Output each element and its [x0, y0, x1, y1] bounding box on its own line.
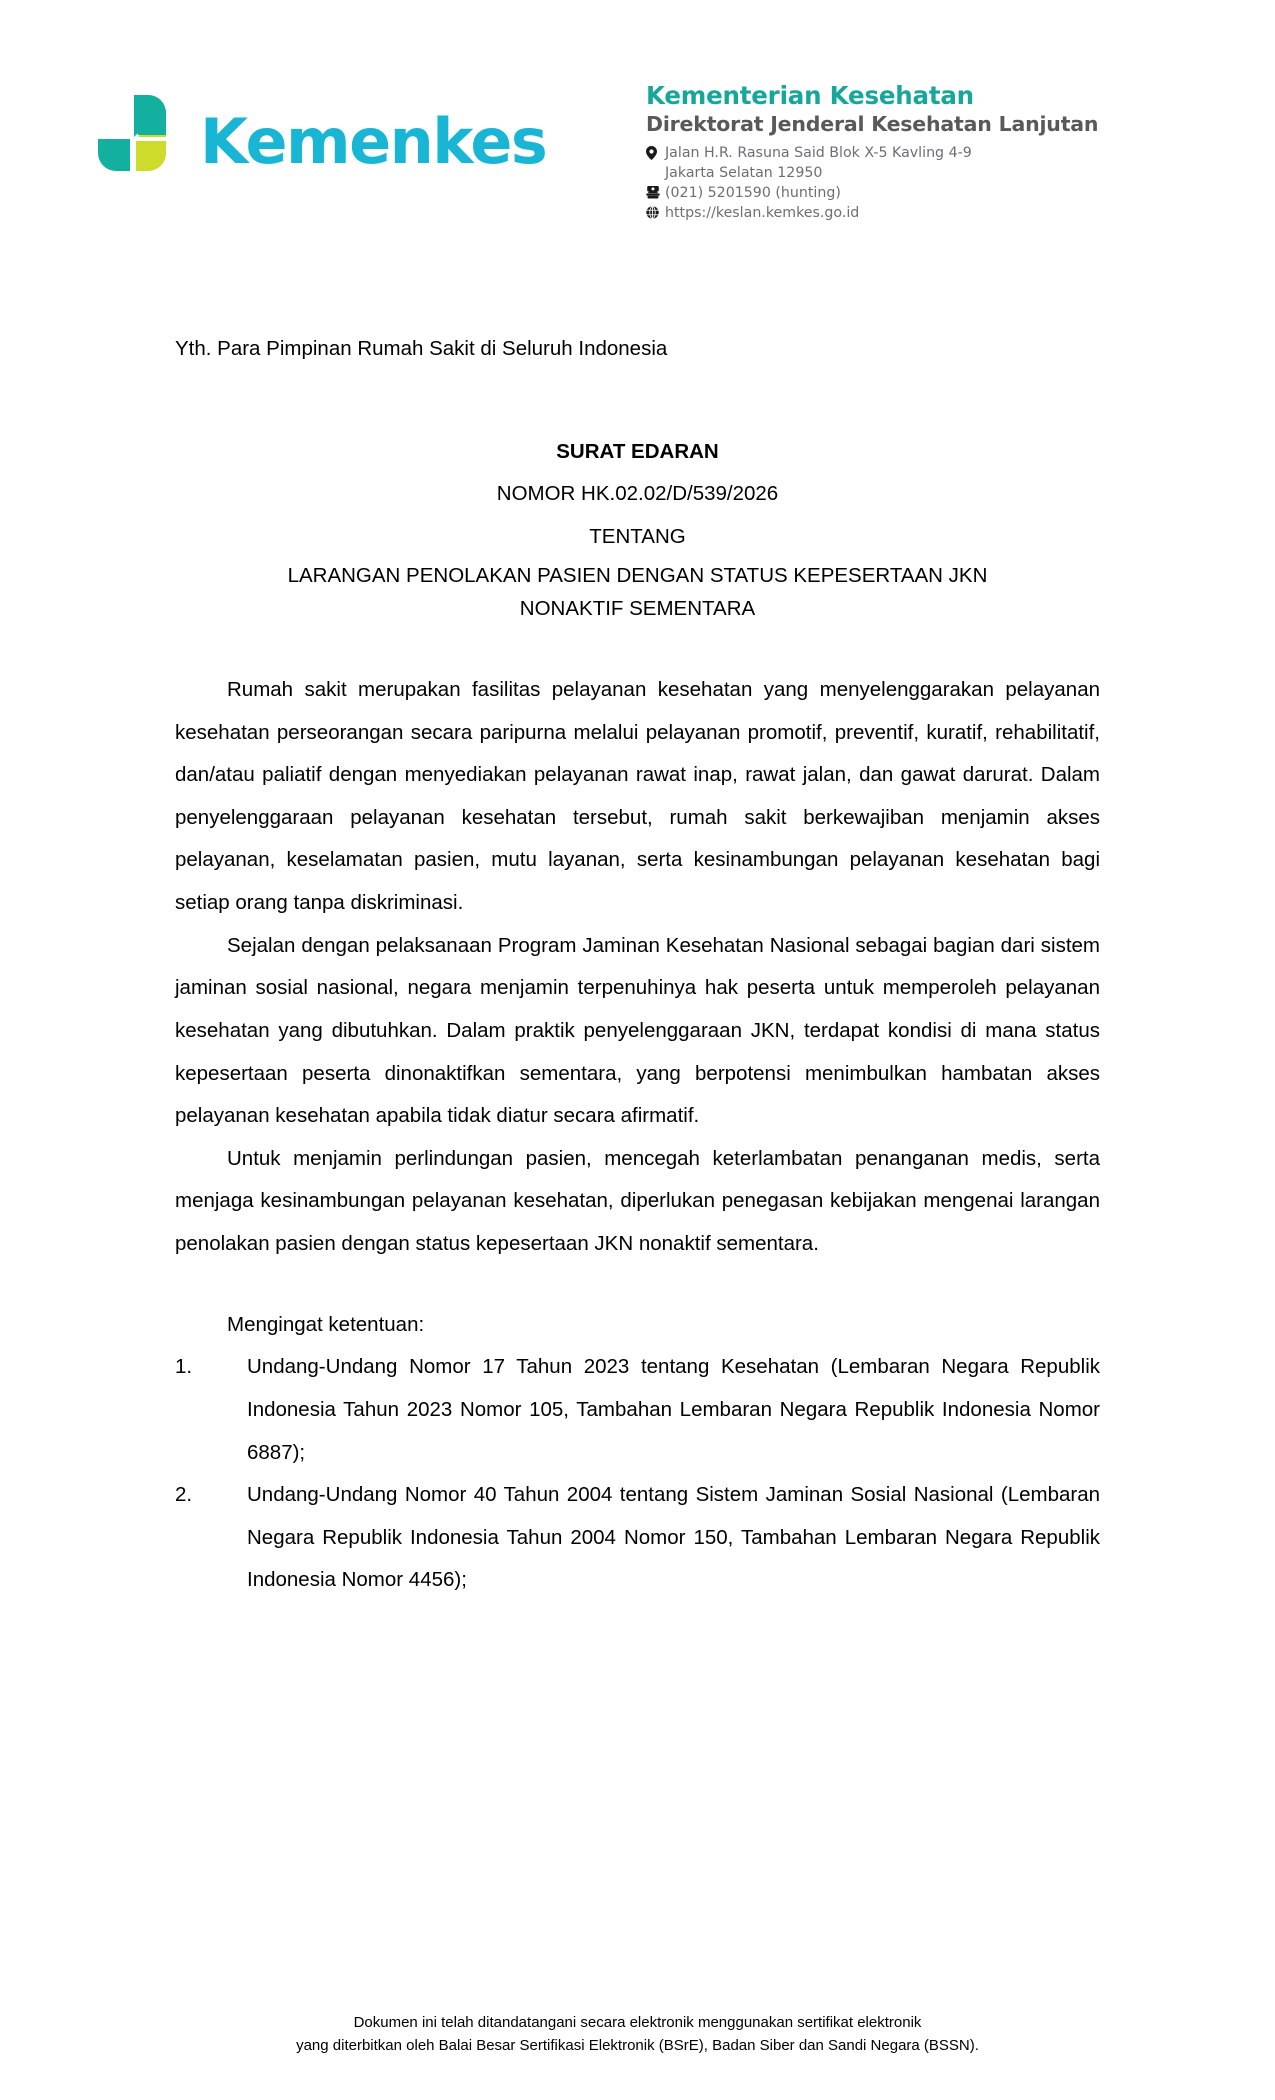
considerations-label: Mengingat ketentuan: — [227, 1312, 425, 1336]
organization-block — [646, 82, 1206, 223]
address-city-line: Jakarta Selatan 12950 — [665, 164, 823, 181]
list-item — [175, 1474, 1100, 1602]
kemenkes-clover-logo-icon — [78, 87, 182, 191]
contact-list — [646, 143, 1206, 224]
letterhead — [0, 0, 1275, 250]
list-item-text: Undang-Undang Nomor 17 Tahun 2023 tentang Kesehatan (Lembaran Negara Republik Indonesia Tahun 2023 Nomor 105, Tambahan Lembaran Negara Republik Indonesia Nomor 6887); — [247, 1355, 1100, 1464]
paragraph-2: Sejalan dengan pelaksanaan Program Jaminan Kesehatan Nasional sebagai bagian dari sistem jaminan sosial nasional, negara menjamin terpenuhinya hak peserta untuk memperoleh pelayanan kesehatan yang dibutuhkan. Dalam praktik penyelenggaraan JKN, terdapat kondisi di mana status kepesertaan peserta dinonaktifkan sementara, yang berpotensi menimbulkan hambatan akses pelayanan kesehatan apabila tidak diatur secara afirmatif. — [175, 933, 1100, 1128]
section-spacer — [175, 1266, 1100, 1304]
website-url: https://keslan.kemkes.go.id — [665, 204, 860, 221]
paragraph-3: Untuk menjamin perlindungan pasien, mencegah keterlambatan penanganan medis, serta menjaga kesinambungan pelayanan kesehatan, diperlukan penegasan kebijakan mengenai larangan penolakan pasien dengan status kepesertaan JKN nonaktif sementara. — [175, 1146, 1100, 1256]
address-line: Jalan H.R. Rasuna Said Blok X-5 Kavling 4-9 — [665, 144, 972, 161]
list-item — [175, 1346, 1100, 1474]
contact-website — [646, 203, 1206, 223]
electronic-signature-footer — [0, 2012, 1275, 2058]
addressee-line: Yth. Para Pimpinan Rumah Sakit di Seluruh Indonesia — [175, 337, 668, 360]
footer-line-1: Dokumen ini telah ditandatangani secara elektronik menggunakan sertifikat elektronik — [353, 2014, 922, 2032]
document-type-heading: SURAT EDARAN — [556, 439, 719, 463]
document-body — [175, 335, 1100, 1602]
paragraph-1: Rumah sakit merupakan fasilitas pelayanan kesehatan yang menyelenggarakan pelayanan kesehatan perseorangan secara paripurna melalui pelayanan promotif, preventif, kuratif, rehabilitatif, dan/atau paliatif dengan menyediakan pelayanan rawat inap, rawat jalan, dan gawat darurat. Dalam penyelenggaraan pelayanan kesehatan tersebut, rumah sakit berkewajiban menjamin akses pelayanan, keselamatan pasien, mutu layanan, serta kesinambungan pelayanan kesehatan bagi setiap orang tanpa diskriminasi. — [175, 677, 1100, 915]
title-block — [175, 431, 1100, 625]
considerations-list — [175, 1346, 1100, 1602]
list-marker: 1. — [175, 1355, 193, 1379]
list-item-text: Undang-Undang Nomor 40 Tahun 2004 tentang Sistem Jaminan Sosial Nasional (Lembaran Negara Republik Indonesia Tahun 2004 Nomor 150, Tambahan Lembaran Negara Republik Indonesia Nomor 4456); — [247, 1483, 1100, 1592]
subject-line-2: NONAKTIF SEMENTARA — [519, 596, 756, 620]
location-pin-icon — [646, 143, 665, 160]
kemenkes-logo-block — [78, 84, 598, 194]
telephone-icon — [646, 183, 665, 199]
document-number: NOMOR HK.02.02/D/539/2026 — [496, 482, 779, 506]
list-marker: 2. — [175, 1483, 193, 1507]
subject-line-1: LARANGAN PENOLAKAN PASIEN DENGAN STATUS KEPESERTAAN JKN — [287, 563, 988, 587]
footer-line-2: yang diterbitkan oleh Balai Besar Sertifikasi Elektronik (BSrE), Badan Siber dan Sandi Negara (BSSN). — [296, 2037, 979, 2055]
phone-number: (021) 5201590 (hunting) — [665, 184, 841, 201]
about-label: TENTANG — [589, 524, 686, 548]
ministry-name: Kementerian Kesehatan — [646, 81, 974, 110]
directorate-name: Direktorat Jenderal Kesehatan Lanjutan — [646, 111, 1099, 136]
globe-icon — [646, 203, 665, 219]
contact-address — [646, 143, 1206, 163]
contact-phone — [646, 183, 1206, 203]
kemenkes-wordmark: Kemenkes — [200, 105, 547, 178]
